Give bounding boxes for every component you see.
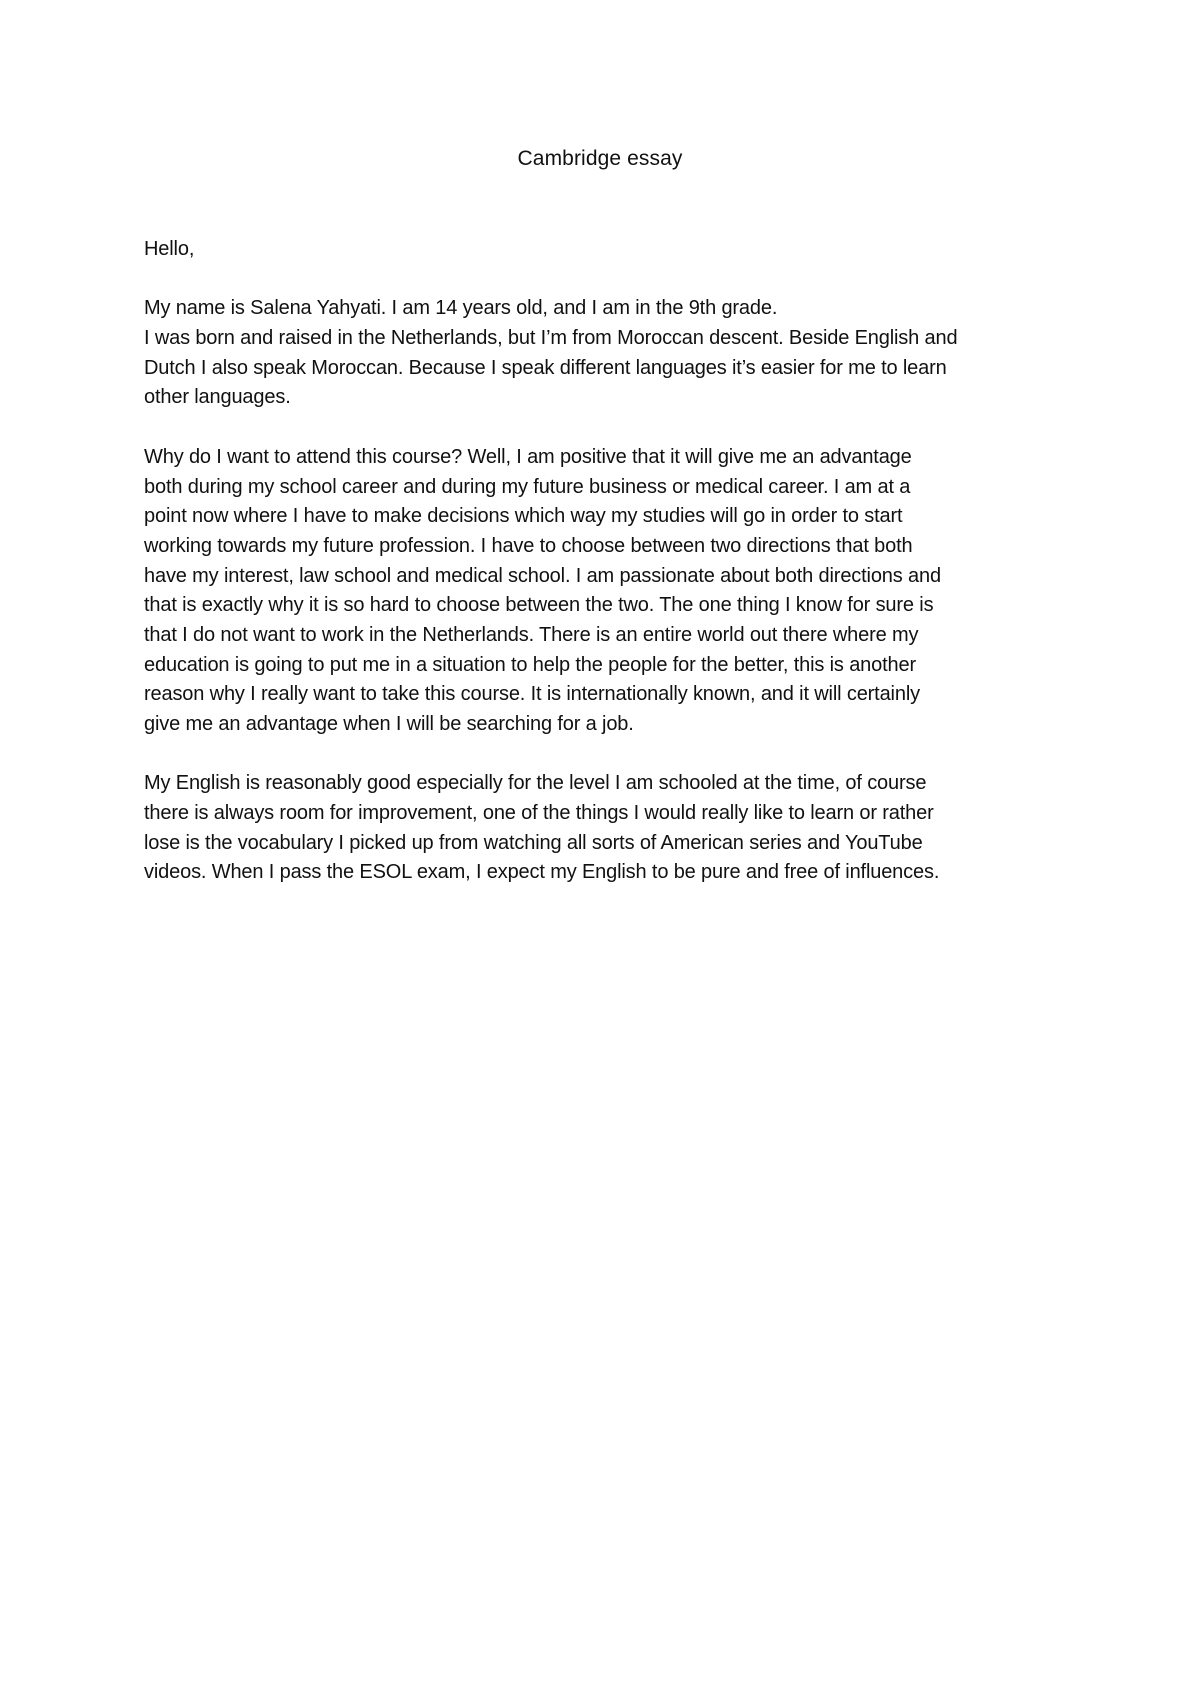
paragraph-intro (144, 294, 1074, 413)
text-line: I was born and raised in the Netherlands, but I’m from Moroccan descent. Beside English and (144, 327, 958, 350)
text-line: videos. When I pass the ESOL exam, I expect my English to be pure and free of influences. (144, 861, 940, 884)
text-line: give me an advantage when I will be searching for a job. (144, 713, 634, 735)
text-line: point now where I have to make decisions which way my studies will go in order to start (144, 505, 903, 528)
text-line: have my interest, law school and medical school. I am passionate about both directions and (144, 564, 941, 587)
paragraph-motivation (144, 443, 1074, 740)
greeting: Hello, (144, 238, 195, 260)
text-line: lose is the vocabulary I picked up from watching all sorts of American series and YouTube (144, 831, 923, 854)
text-line: Dutch I also speak Moroccan. Because I speak different languages it’s easier for me to learn (144, 356, 947, 379)
paragraph-spacer (144, 740, 1074, 770)
paragraph-spacer (144, 265, 1074, 295)
text-line: both during my school career and during my future business or medical career. I am at a (144, 475, 911, 498)
text-line: that is exactly why it is so hard to choose between the two. The one thing I know for sure is (144, 594, 934, 617)
text-line: there is always room for improvement, one of the things I would really like to learn or rather (144, 802, 934, 825)
text-line: Why do I want to attend this course? Well, I am positive that it will give me an advantage (144, 445, 912, 468)
text-line: other languages. (144, 386, 291, 409)
paragraph-english-level (144, 769, 1074, 888)
paragraph-spacer (144, 413, 1074, 443)
text-line: that I do not want to work in the Netherlands. There is an entire world out there where my (144, 623, 919, 646)
text-line: My English is reasonably good especially for the level I am schooled at the time, of course (144, 772, 927, 795)
text-line: education is going to put me in a situation to help the people for the better, this is another (144, 653, 916, 676)
document-title: Cambridge essay (517, 147, 683, 170)
text-line: reason why I really want to take this course. It is internationally known, and it will certainly (144, 683, 920, 706)
document-body (144, 235, 1074, 888)
text-line: working towards my future profession. I have to choose between two directions that both (144, 534, 913, 557)
text-line: My name is Salena Yahyati. I am 14 years old, and I am in the 9th grade. (144, 297, 778, 320)
